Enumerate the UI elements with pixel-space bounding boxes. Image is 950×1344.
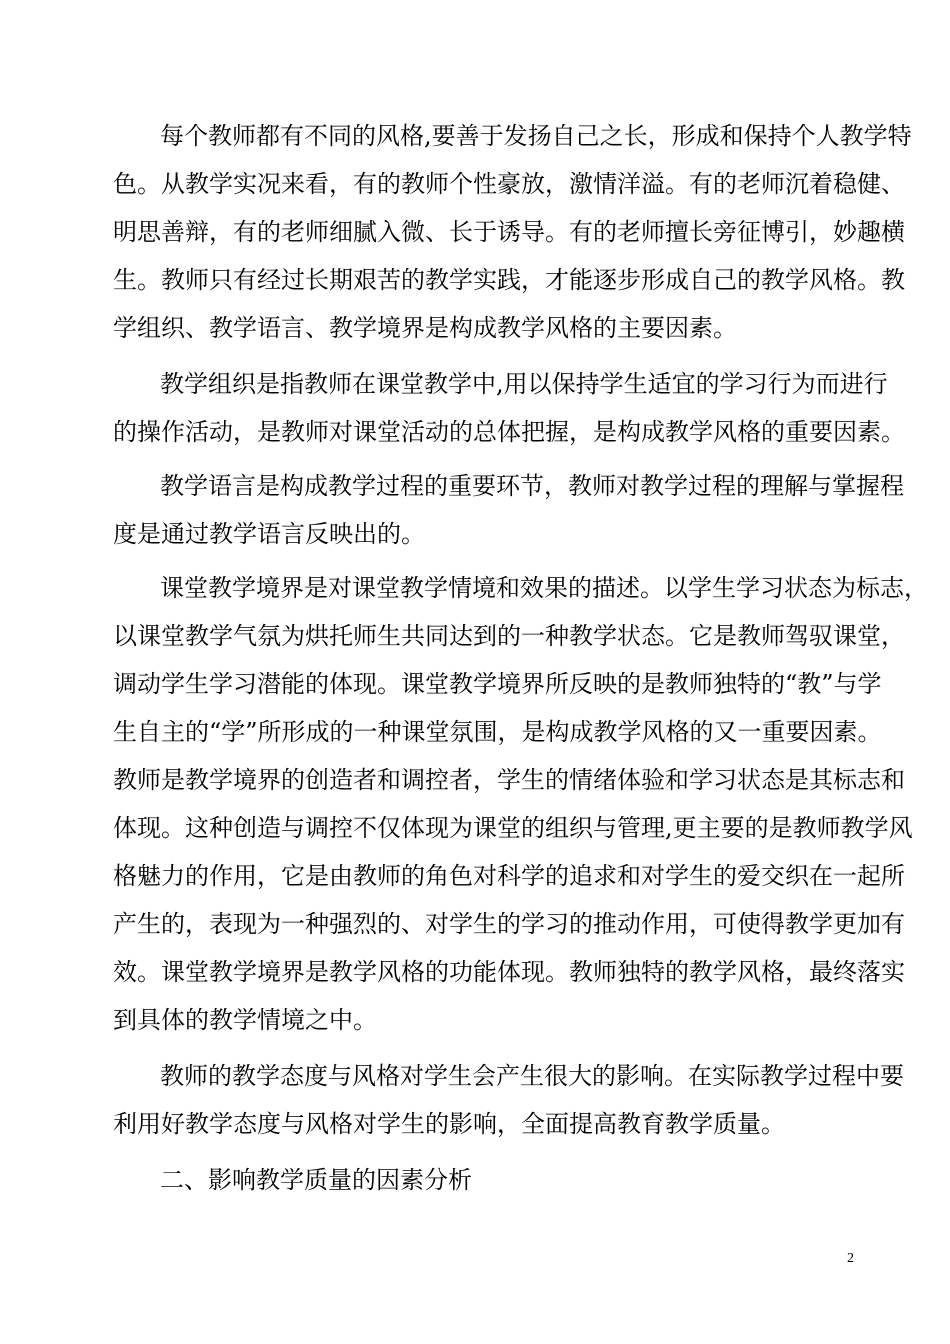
paragraph-3-line-2: 度是通过教学语言反映出的。: [113, 520, 425, 548]
section-heading: 二、影响教学质量的因素分析: [160, 1166, 472, 1194]
paragraph-2-line-2: 的操作活动，是教师对课堂活动的总体把握，是构成教学风格的重要因素。: [113, 418, 905, 446]
paragraph-1-line-4: 生。教师只有经过长期艰苦的教学实践，才能逐步形成自己的教学风格。教: [113, 266, 905, 294]
paragraph-5-line-1: 教师的教学态度与风格对学生会产生很大的影响。在实际教学过程中要: [160, 1062, 904, 1090]
paragraph-4-line-9: 效。课堂教学境界是教学风格的功能体现。教师独特的教学风格，最终落实: [113, 958, 905, 986]
paragraph-4-line-4: 生自主的“学”所形成的一种课堂氛围，是构成教学风格的又一重要因素。: [113, 718, 882, 746]
paragraph-4-line-2: 以课堂教学气氛为烘托师生共同达到的一种教学状态。它是教师驾驭课堂，: [113, 622, 905, 650]
paragraph-3-line-1: 教学语言是构成教学过程的重要环节，教师对教学过程的理解与掌握程: [160, 472, 904, 500]
paragraph-1-line-5: 学组织、教学语言、教学境界是构成教学风格的主要因素。: [113, 314, 737, 342]
paragraph-4-line-5: 教师是教学境界的创造者和调控者，学生的情绪体验和学习状态是其标志和: [113, 766, 905, 794]
paragraph-4-line-6: 体现。这种创造与调控不仅体现为课堂的组织与管理,更主要的是教师教学风: [113, 814, 913, 842]
paragraph-4-line-3: 调动学生学习潜能的体现。课堂教学境界所反映的是教师独特的“教”与学: [113, 670, 882, 698]
paragraph-5-line-2: 利用好教学态度与风格对学生的影响，全面提高教育教学质量。: [113, 1110, 785, 1138]
paragraph-2-line-1: 教学组织是指教师在课堂教学中,用以保持学生适宜的学习行为而进行: [160, 370, 888, 398]
paragraph-1-line-1: 每个教师都有不同的风格,要善于发扬自己之长，形成和保持个人教学特: [160, 122, 912, 150]
paragraph-4-line-10: 到具体的教学情境之中。: [113, 1006, 377, 1034]
paragraph-1-line-3: 明思善辩，有的老师细腻入微、长于诱导。有的老师擅长旁征博引，妙趣横: [113, 218, 905, 246]
paragraph-4-line-8: 产生的，表现为一种强烈的、对学生的学习的推动作用，可使得教学更加有: [113, 910, 905, 938]
paragraph-1-line-2: 色。从教学实况来看，有的教师个性豪放，激情洋溢。有的老师沉着稳健、: [113, 170, 905, 198]
paragraph-4-line-1: 课堂教学境界是对课堂教学情境和效果的描述。以学生学习状态为标志，: [160, 574, 928, 602]
paragraph-4-line-7: 格魅力的作用，它是由教师的角色对科学的追求和对学生的爱交织在一起所: [113, 862, 905, 890]
page-number: 2: [847, 1251, 854, 1266]
